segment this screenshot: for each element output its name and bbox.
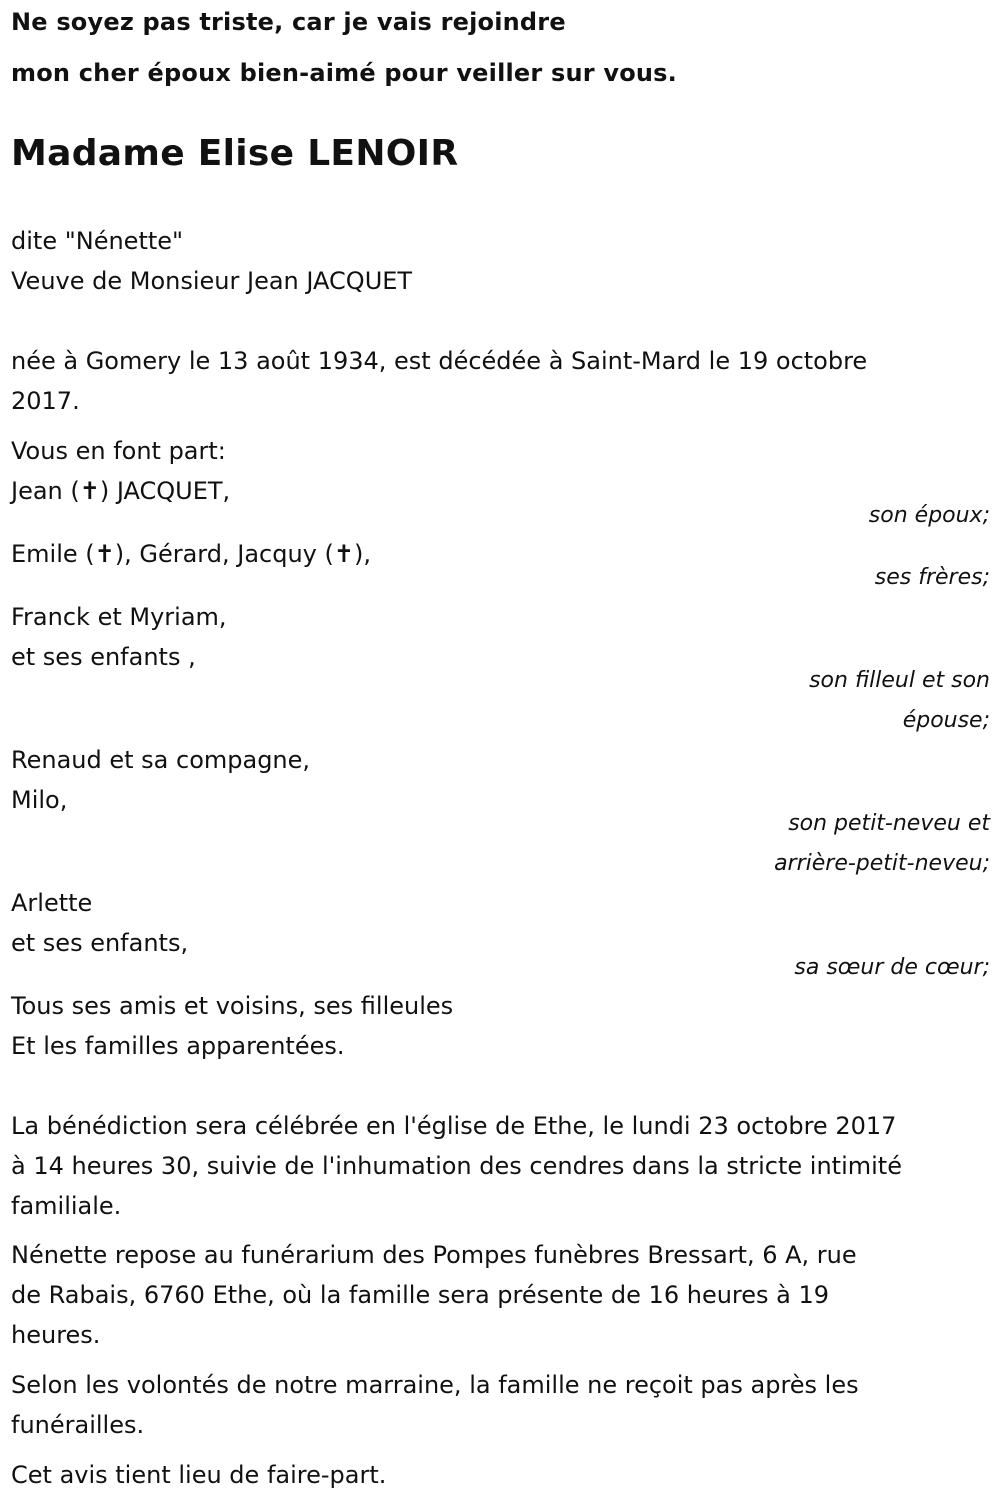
wishes-line-1: Selon les volontés de notre marraine, la famille ne reçoit pas après les	[11, 1371, 859, 1399]
birth-death-line-1: née à Gomery le 13 août 1934, est décédée à Saint-Mard le 19 octobre	[11, 347, 868, 375]
family-godson-line-2: et ses enfants ,	[11, 643, 196, 671]
family-brothers: Emile (✝), Gérard, Jacquy (✝),	[11, 540, 371, 568]
family-nephew-role-1: son petit-neveu et	[788, 811, 990, 836]
nickname: dite "Nénette"	[11, 227, 184, 255]
family-spouse: Jean (✝) JACQUET,	[11, 477, 231, 505]
family-godson-role-2: épouse;	[902, 708, 990, 733]
quote-line-2: mon cher époux bien-aimé pour veiller sur vous.	[11, 59, 677, 87]
family-brothers-role: ses frères;	[874, 565, 990, 590]
ceremony-line-3: familiale.	[11, 1192, 122, 1220]
family-sister-role: sa sœur de cœur;	[794, 955, 990, 980]
family-godson-line-1: Franck et Myriam,	[11, 603, 227, 631]
family-nephew-line-2: Milo,	[11, 786, 68, 814]
quote-line-1: Ne soyez pas triste, car je vais rejoindre	[11, 8, 566, 36]
family-spouse-role: son époux;	[868, 503, 990, 528]
family-sister-line-2: et ses enfants,	[11, 929, 189, 957]
ceremony-line-2: à 14 heures 30, suivie de l'inhumation des cendres dans la stricte intimité	[11, 1152, 902, 1180]
closing-note: Cet avis tient lieu de faire-part.	[11, 1461, 387, 1489]
announce-intro: Vous en font part:	[11, 437, 226, 465]
wishes-line-2: funérailles.	[11, 1411, 145, 1439]
birth-death-line-2: 2017.	[11, 387, 80, 415]
funerarium-line-3: heures.	[11, 1321, 101, 1349]
family-others-line-1: Tous ses amis et voisins, ses filleules	[11, 992, 454, 1020]
funerarium-line-2: de Rabais, 6760 Ethe, où la famille sera présente de 16 heures à 19	[11, 1281, 830, 1309]
family-sister-line-1: Arlette	[11, 889, 93, 917]
ceremony-line-1: La bénédiction sera célébrée en l'église de Ethe, le lundi 23 octobre 2017	[11, 1112, 897, 1140]
family-nephew-role-2: arrière-petit-neveu;	[774, 851, 990, 876]
widow-of: Veuve de Monsieur Jean JACQUET	[11, 267, 413, 295]
funerarium-line-1: Nénette repose au funérarium des Pompes funèbres Bressart, 6 A, rue	[11, 1241, 857, 1269]
family-godson-role-1: son filleul et son	[809, 668, 990, 693]
family-nephew-line-1: Renaud et sa compagne,	[11, 746, 311, 774]
deceased-name: Madame Elise LENOIR	[11, 133, 459, 174]
family-others-line-2: Et les familles apparentées.	[11, 1032, 345, 1060]
